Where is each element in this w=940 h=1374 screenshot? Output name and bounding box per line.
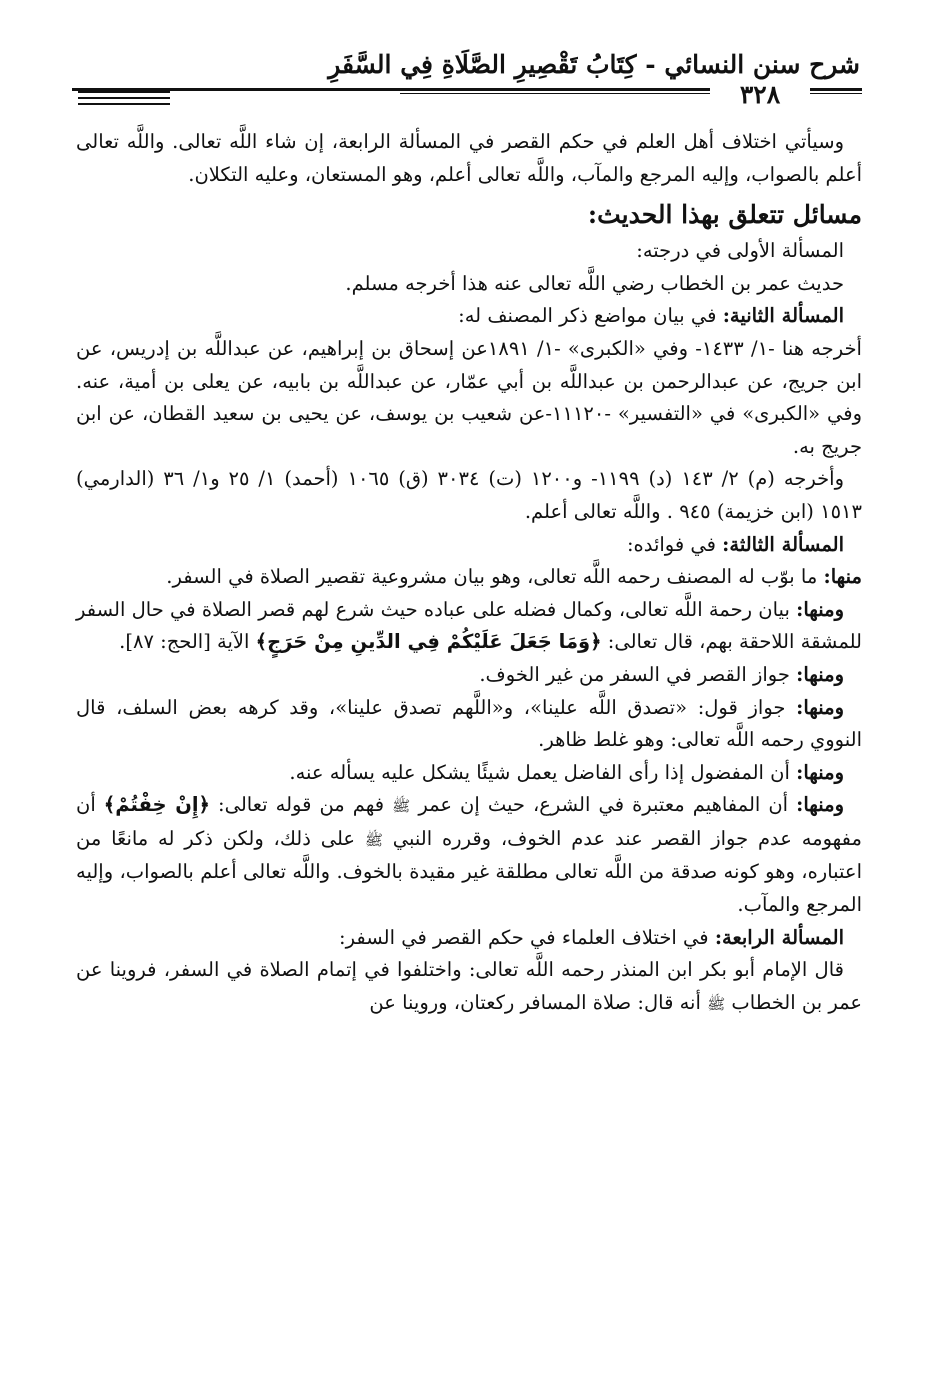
benefit-5 (76, 757, 862, 790)
benefit-6-text-d: على ذلك، ولكن ذكر له مانعًا من اعتباره، وهو كونه صدقة من اللَّه تعالى مطلقة غير مقيدة بالخوف. واللَّه تعالى أعلم بالصواب، وإليه المرجع والمآب. (76, 826, 862, 917)
issue-3-title: في فوائده: (626, 532, 723, 556)
benefit-label: ومنها: (796, 695, 844, 719)
benefit-label: منها: (823, 565, 862, 589)
issue-4-heading (76, 922, 862, 955)
benefit-6 (76, 789, 862, 921)
issue-4-title: في اختلاف العلماء في حكم القصر في السفر: (339, 925, 715, 949)
page-number: ٣٢٨ (710, 80, 810, 110)
benefit-label: ومنها: (796, 793, 845, 817)
issue-4-label: المسألة الرابعة: (714, 925, 844, 949)
page-number-rule-2 (78, 97, 170, 99)
benefit-label: ومنها: (796, 662, 844, 686)
page-number-rule-1 (78, 91, 170, 93)
honorific-glyph: ﷺ (364, 830, 383, 849)
issue-4-text-a: قال الإمام أبو بكر ابن المنذر رحمه اللَّه تعالى: واختلفوا في إتمام الصلاة في السفر، فروينا عن عمر بن الخطاب (76, 958, 862, 1014)
benefit-6-text-c: أن مفهومه عدم جواز القصر عند عدم الخوف، وقرره النبي (76, 793, 862, 850)
benefit-1-text: ما بوّب له المصنف رحمه اللَّه تعالى، وهو بيان مشروعية تقصير الصلاة في السفر. (166, 565, 824, 589)
issue-1-heading: المسألة الأولى في درجته: (636, 239, 844, 263)
issue-3-heading (76, 529, 862, 562)
honorific-glyph: ﷺ (707, 994, 726, 1013)
quran-quote: ﴿إِنْ خِفْتُمْ﴾ (103, 793, 210, 817)
issue-2-label: المسألة الثانية: (722, 304, 844, 328)
issue-2-text: أخرجه هنا -١/ ١٤٣٣- وفي «الكبرى» -١/ ١٨٩١عن إسحاق بن إبراهيم، عن عبداللَّه بن إدريس، عن ابن جريج، عن عبدالرحمن بن عبداللَّه بن أبي عمّار، عن عبداللَّه بن بابيه، عن يعلى بن أمية، عنه. وفي «الكبرى» في «التفسير» -١١١٢٠-عن شعيب بن يوسف، عن يحيى بن سعيد القطان، عن ابن جريج به. (76, 336, 862, 458)
benefit-5-text: أن المفضول إذا رأى الفاضل يعمل شيئًا يشكل عليه يسأله عنه. (289, 760, 797, 784)
section-heading: مسائل تتعلق بهذا الحديث: (587, 200, 862, 230)
issue-1-text: حديث عمر بن الخطاب رضي اللَّه تعالى عنه هذا أخرجه مسلم. (345, 271, 844, 295)
page-number-rule-3 (78, 103, 170, 105)
issue-2-heading (76, 300, 862, 333)
issue-3-label: المسألة الثالثة: (722, 532, 844, 556)
benefit-4-text: جواز قول: «تصدق اللَّه علينا»، و«اللَّهم تصدق علينا»، وقد كرهه بعض السلف، قال النووي رحمه اللَّه تعالى: وهو غلط ظاهر. (76, 695, 862, 752)
issue-2-text-2: وأخرجه (م) ٢/ ١٤٣ (د) ١١٩٩- و١٢٠٠ (ت) ٣٠٣٤ (ق) ١٠٦٥ (أحمد) ١/ ٢٥ و١/ ٣٦ (الدارمي) ١٥١٣ (ابن خزيمة) ٩٤٥ . واللَّه تعالى أعلم. (76, 467, 862, 523)
benefit-3-text: جواز القصر في السفر من غير الخوف. (479, 662, 797, 686)
benefit-label: ومنها: (796, 760, 844, 784)
running-header-title: شرح سنن النسائي - كِتَابُ تَقْصِيرِ الصَّلَاةِ فِي السَّفَرِ (328, 50, 860, 79)
benefit-2-reference: الآية [الحج: ٨٧]. (119, 630, 256, 654)
issue-4-text-b: أنه قال: صلاة المسافر ركعتان، وروينا عن (369, 990, 708, 1014)
benefit-1 (76, 561, 862, 594)
intro-paragraph: وسيأتي اختلاف أهل العلم في حكم القصر في المسألة الرابعة، إن شاء اللَّه تعالى. واللَّه تعالى أعلم بالصواب، وإليه المرجع والمآب، واللَّه تعالى أعلم، وهو المستعان، وعليه التكلان. (76, 130, 862, 186)
benefit-2-text: بيان رحمة اللَّه تعالى، وكمال فضله على عباده حيث شرع لهم قصر الصلاة في حال السفر للمشقة اللاحقة بهم، قال تعالى: (76, 597, 862, 654)
issue-2-title: في بيان مواضع ذكر المصنف له: (458, 304, 723, 328)
honorific-glyph: ﷺ (392, 797, 411, 816)
benefit-label: ومنها: (796, 597, 844, 621)
benefit-4 (76, 692, 862, 757)
benefit-6-text-b: فهم من قوله تعالى: (209, 793, 393, 817)
quran-quote: ﴿وَمَا جَعَلَ عَلَيْكُمْ فِي الدِّينِ مِنْ حَرَجٍ﴾ (255, 630, 602, 654)
issue-4-text (76, 954, 862, 1020)
benefit-3 (76, 659, 862, 692)
benefit-6-text-a: أن المفاهيم معتبرة في الشرع، حيث إن عمر (410, 793, 797, 817)
body-text (76, 126, 862, 1020)
benefit-2 (76, 594, 862, 659)
